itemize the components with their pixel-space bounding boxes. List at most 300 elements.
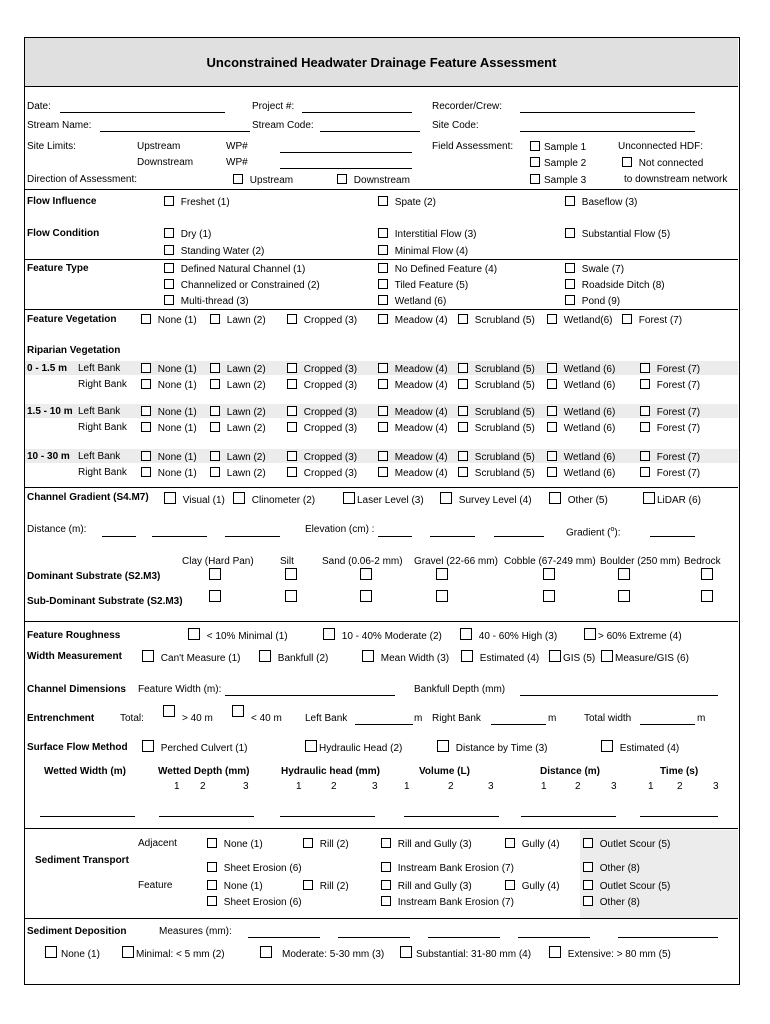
checkbox-icon[interactable] xyxy=(164,245,174,255)
not-connected[interactable]: Not connected xyxy=(622,157,703,170)
checkbox-icon[interactable] xyxy=(378,245,388,255)
checkbox-icon[interactable] xyxy=(458,406,468,416)
checkbox-icon[interactable] xyxy=(530,141,540,151)
riparian-opt-2-0-2[interactable]: Cropped (3) xyxy=(287,451,357,464)
checkbox-icon[interactable] xyxy=(381,862,391,872)
riparian-opt-0-0-5[interactable]: Wetland (6) xyxy=(547,363,615,376)
riparian-opt-1-1-6[interactable]: Forest (7) xyxy=(640,422,700,435)
flow-influence-label: Flow Influence xyxy=(27,196,97,207)
checkbox-icon[interactable] xyxy=(458,467,468,477)
opt-freshet[interactable]: Freshet (1) xyxy=(164,196,230,209)
checkbox-icon[interactable] xyxy=(287,406,297,416)
measure-field[interactable] xyxy=(404,816,499,817)
grad-laser[interactable]: Laser Level (3) xyxy=(343,492,424,507)
right-bank-field[interactable] xyxy=(491,724,546,725)
checkbox-icon[interactable] xyxy=(232,705,244,717)
measure-col-header: Volume (L) xyxy=(419,766,470,777)
sf-estimated[interactable]: Estimated (4) xyxy=(601,740,679,755)
adj-instream-bank[interactable]: Instream Bank Erosion (7) xyxy=(381,862,514,875)
checkbox-icon[interactable] xyxy=(530,174,540,184)
distance-field-2[interactable] xyxy=(152,536,207,537)
right-bank-label: Right Bank xyxy=(78,422,127,433)
checkbox-icon[interactable] xyxy=(207,862,217,872)
checkbox-icon[interactable] xyxy=(543,590,555,602)
rough-minimal[interactable]: < 10% Minimal (1) xyxy=(188,628,288,643)
checkbox-icon[interactable] xyxy=(285,568,297,580)
form-title: Unconstrained Headwater Drainage Feature Assessment xyxy=(206,55,557,70)
adj-rill-gully[interactable]: Rill and Gully (3) xyxy=(381,838,472,851)
dir-upstream[interactable]: Upstream xyxy=(233,174,293,187)
col-number: 2 xyxy=(331,781,337,792)
checkbox-icon[interactable] xyxy=(378,363,388,373)
opt-tiled[interactable]: Tiled Feature (5) xyxy=(378,279,468,292)
checkbox-icon[interactable] xyxy=(565,196,575,206)
checkbox-icon[interactable] xyxy=(547,379,557,389)
checkbox-icon[interactable] xyxy=(458,363,468,373)
substrate-col-header: Cobble (67-249 mm) xyxy=(504,556,596,567)
riparian-opt-1-1-4[interactable]: Scrubland (5) xyxy=(458,422,535,435)
checkbox-icon[interactable] xyxy=(640,363,650,373)
riparian-opt-2-0-1[interactable]: Lawn (2) xyxy=(210,451,266,464)
checkbox-icon[interactable] xyxy=(381,838,391,848)
checkbox-icon[interactable] xyxy=(618,568,630,580)
substrate-col-header: Gravel (22-66 mm) xyxy=(414,556,498,567)
measure-field-5[interactable] xyxy=(618,937,718,938)
riparian-opt-1-1-5[interactable]: Wetland (6) xyxy=(547,422,615,435)
feature-type-label: Feature Type xyxy=(27,263,89,274)
dir-downstream[interactable]: Downstream xyxy=(337,174,410,187)
riparian-opt-0-0-1[interactable]: Lawn (2) xyxy=(210,363,266,376)
recorder-field[interactable] xyxy=(520,112,695,113)
grad-clinometer[interactable]: Clinometer (2) xyxy=(233,492,315,507)
stream-name-label: Stream Name: xyxy=(27,120,92,131)
site-code-field[interactable] xyxy=(520,131,695,132)
checkbox-icon[interactable] xyxy=(210,467,220,477)
checkbox-icon[interactable] xyxy=(378,451,388,461)
checkbox-icon[interactable] xyxy=(601,740,613,752)
riparian-opt-2-1-5[interactable]: Wetland (6) xyxy=(547,467,615,480)
riparian-opt-0-1-0[interactable]: None (1) xyxy=(141,379,197,392)
opt-defined-channel[interactable]: Defined Natural Channel (1) xyxy=(164,263,305,276)
checkbox-icon[interactable] xyxy=(622,314,632,324)
checkbox-icon[interactable] xyxy=(640,406,650,416)
adj-outlet-scour[interactable]: Outlet Scour (5) xyxy=(583,838,670,851)
measure-field[interactable] xyxy=(280,816,375,817)
veg-meadow[interactable]: Meadow (4) xyxy=(378,314,448,327)
checkbox-icon[interactable] xyxy=(360,590,372,602)
checkbox-icon[interactable] xyxy=(287,379,297,389)
checkbox-icon[interactable] xyxy=(142,650,154,662)
sample-1[interactable]: Sample 1 xyxy=(530,141,586,154)
feat-other[interactable]: Other (8) xyxy=(583,896,640,909)
veg-cropped[interactable]: Cropped (3) xyxy=(287,314,357,327)
rough-moderate[interactable]: 10 - 40% Moderate (2) xyxy=(323,628,442,643)
checkbox-icon[interactable] xyxy=(381,880,391,890)
opt-minimal-flow[interactable]: Minimal Flow (4) xyxy=(378,245,468,258)
feat-rill[interactable]: Rill (2) xyxy=(303,880,349,893)
checkbox-icon[interactable] xyxy=(378,379,388,389)
checkbox-icon[interactable] xyxy=(378,467,388,477)
width-gis[interactable]: GIS (5) xyxy=(549,650,595,665)
sf-hydraulic[interactable]: Hydraulic Head (2) xyxy=(305,740,402,755)
checkbox-icon[interactable] xyxy=(640,379,650,389)
checkbox-icon[interactable] xyxy=(378,279,388,289)
checkbox-icon[interactable] xyxy=(549,946,561,958)
opt-swale[interactable]: Swale (7) xyxy=(565,263,624,276)
checkbox-icon[interactable] xyxy=(142,740,154,752)
grad-other[interactable]: Other (5) xyxy=(549,492,608,507)
checkbox-icon[interactable] xyxy=(141,363,151,373)
checkbox-icon[interactable] xyxy=(163,705,175,717)
checkbox-icon[interactable] xyxy=(188,628,200,640)
sf-distance-time[interactable]: Distance by Time (3) xyxy=(437,740,547,755)
checkbox-icon[interactable] xyxy=(360,568,372,580)
feat-gully[interactable]: Gully (4) xyxy=(505,880,560,893)
adj-rill[interactable]: Rill (2) xyxy=(303,838,349,851)
sample-2[interactable]: Sample 2 xyxy=(530,157,586,170)
riparian-opt-0-1-6[interactable]: Forest (7) xyxy=(640,379,700,392)
field-assessment-label: Field Assessment: xyxy=(432,141,514,152)
checkbox-icon[interactable] xyxy=(584,628,596,640)
project-field[interactable] xyxy=(302,112,412,113)
checkbox-icon[interactable] xyxy=(285,590,297,602)
opt-roadside-ditch[interactable]: Roadside Ditch (8) xyxy=(565,279,665,292)
checkbox-icon[interactable] xyxy=(400,946,412,958)
checkbox-icon[interactable] xyxy=(287,314,297,324)
adj-none[interactable]: None (1) xyxy=(207,838,263,851)
riparian-opt-0-1-4[interactable]: Scrubland (5) xyxy=(458,379,535,392)
stream-name-field[interactable] xyxy=(100,131,250,132)
opt-spate[interactable]: Spate (2) xyxy=(378,196,436,209)
checkbox-icon[interactable] xyxy=(583,880,593,890)
checkbox-icon[interactable] xyxy=(210,406,220,416)
measure-field-2[interactable] xyxy=(338,937,410,938)
width-estimated[interactable]: Estimated (4) xyxy=(461,650,539,665)
measure-field[interactable] xyxy=(159,816,254,817)
checkbox-icon[interactable] xyxy=(547,422,557,432)
riparian-opt-0-1-1[interactable]: Lawn (2) xyxy=(210,379,266,392)
checkbox-icon[interactable] xyxy=(436,568,448,580)
checkbox-icon[interactable] xyxy=(378,406,388,416)
checkbox-icon[interactable] xyxy=(287,422,297,432)
riparian-opt-2-0-0[interactable]: None (1) xyxy=(141,451,197,464)
width-mean[interactable]: Mean Width (3) xyxy=(362,650,449,665)
riparian-opt-1-0-0[interactable]: None (1) xyxy=(141,406,197,419)
opt-standing-water[interactable]: Standing Water (2) xyxy=(164,245,264,258)
checkbox-icon[interactable] xyxy=(547,363,557,373)
riparian-opt-1-0-6[interactable]: Forest (7) xyxy=(640,406,700,419)
rough-high[interactable]: 40 - 60% High (3) xyxy=(460,628,557,643)
checkbox-icon[interactable] xyxy=(305,740,317,752)
checkbox-icon[interactable] xyxy=(343,492,355,504)
checkbox-icon[interactable] xyxy=(458,379,468,389)
checkbox-icon[interactable] xyxy=(505,880,515,890)
width-cant-measure[interactable]: Can't Measure (1) xyxy=(142,650,241,665)
riparian-opt-1-1-3[interactable]: Meadow (4) xyxy=(378,422,448,435)
feature-vegetation-label: Feature Vegetation xyxy=(27,314,117,325)
opt-baseflow[interactable]: Baseflow (3) xyxy=(565,196,637,209)
grad-visual[interactable]: Visual (1) xyxy=(164,492,225,507)
checkbox-icon[interactable] xyxy=(505,838,515,848)
adj-sheet-erosion[interactable]: Sheet Erosion (6) xyxy=(207,862,302,875)
distance-label: Distance (m): xyxy=(27,524,87,535)
bankfull-depth-field[interactable] xyxy=(520,695,718,696)
rough-extreme[interactable]: > 60% Extreme (4) xyxy=(584,628,682,643)
checkbox-icon[interactable] xyxy=(303,880,313,890)
checkbox-icon[interactable] xyxy=(701,590,713,602)
riparian-opt-2-1-1[interactable]: Lawn (2) xyxy=(210,467,266,480)
checkbox-icon[interactable] xyxy=(362,650,374,662)
checkbox-icon[interactable] xyxy=(437,740,449,752)
total-width-field[interactable] xyxy=(640,724,695,725)
checkbox-icon[interactable] xyxy=(164,228,174,238)
riparian-opt-2-0-5[interactable]: Wetland (6) xyxy=(547,451,615,464)
checkbox-icon[interactable] xyxy=(547,314,557,324)
checkbox-icon[interactable] xyxy=(701,568,713,580)
adjacent-label: Adjacent xyxy=(138,838,177,849)
checkbox-icon[interactable] xyxy=(378,295,388,305)
col-number: 2 xyxy=(575,781,581,792)
checkbox-icon[interactable] xyxy=(640,422,650,432)
checkbox-icon[interactable] xyxy=(141,467,151,477)
opt-interstitial[interactable]: Interstitial Flow (3) xyxy=(378,228,476,241)
checkbox-icon[interactable] xyxy=(303,838,313,848)
subdominant-substrate-label: Sub-Dominant Substrate (S2.M3) xyxy=(27,596,183,607)
checkbox-icon[interactable] xyxy=(209,568,221,580)
checkbox-icon[interactable] xyxy=(287,451,297,461)
feat-rill-gully[interactable]: Rill and Gully (3) xyxy=(381,880,472,893)
checkbox-icon[interactable] xyxy=(543,568,555,580)
checkbox-icon[interactable] xyxy=(458,451,468,461)
veg-lawn[interactable]: Lawn (2) xyxy=(210,314,266,327)
checkbox-icon[interactable] xyxy=(141,406,151,416)
checkbox-icon[interactable] xyxy=(381,896,391,906)
checkbox-icon[interactable] xyxy=(323,628,335,640)
riparian-opt-1-0-1[interactable]: Lawn (2) xyxy=(210,406,266,419)
feat-instream-bank[interactable]: Instream Bank Erosion (7) xyxy=(381,896,514,909)
dep-minimal[interactable]: Minimal: < 5 mm (2) xyxy=(122,946,225,961)
riparian-opt-1-0-4[interactable]: Scrubland (5) xyxy=(458,406,535,419)
checkbox-icon[interactable] xyxy=(378,228,388,238)
riparian-opt-0-1-3[interactable]: Meadow (4) xyxy=(378,379,448,392)
checkbox-icon[interactable] xyxy=(210,314,220,324)
left-bank-field[interactable] xyxy=(355,724,413,725)
checkbox-icon[interactable] xyxy=(210,379,220,389)
opt-channelized[interactable]: Channelized or Constrained (2) xyxy=(164,279,320,292)
checkbox-icon[interactable] xyxy=(458,314,468,324)
adj-gully[interactable]: Gully (4) xyxy=(505,838,560,851)
checkbox-icon[interactable] xyxy=(643,492,655,504)
riparian-opt-2-1-2[interactable]: Cropped (3) xyxy=(287,467,357,480)
stream-code-field[interactable] xyxy=(320,131,420,132)
adj-other[interactable]: Other (8) xyxy=(583,862,640,875)
checkbox-icon[interactable] xyxy=(210,363,220,373)
checkbox-icon[interactable] xyxy=(378,314,388,324)
opt-no-defined[interactable]: No Defined Feature (4) xyxy=(378,263,497,276)
checkbox-icon[interactable] xyxy=(141,451,151,461)
measure-field[interactable] xyxy=(521,816,616,817)
dep-substantial[interactable]: Substantial: 31-80 mm (4) xyxy=(400,946,531,961)
checkbox-icon[interactable] xyxy=(141,379,151,389)
checkbox-icon[interactable] xyxy=(618,590,630,602)
riparian-opt-2-0-4[interactable]: Scrubland (5) xyxy=(458,451,535,464)
checkbox-icon[interactable] xyxy=(141,314,151,324)
grad-lidar[interactable]: LiDAR (6) xyxy=(643,492,701,507)
feat-none[interactable]: None (1) xyxy=(207,880,263,893)
checkbox-icon[interactable] xyxy=(547,406,557,416)
measure-col-header: Distance (m) xyxy=(540,766,601,777)
measure-field-3[interactable] xyxy=(428,937,500,938)
sediment-deposition-label: Sediment Deposition xyxy=(27,926,127,937)
riparian-opt-1-1-0[interactable]: None (1) xyxy=(141,422,197,435)
feat-sheet-erosion[interactable]: Sheet Erosion (6) xyxy=(207,896,302,909)
checkbox-icon[interactable] xyxy=(287,363,297,373)
riparian-opt-0-1-5[interactable]: Wetland (6) xyxy=(547,379,615,392)
riparian-opt-0-0-4[interactable]: Scrubland (5) xyxy=(458,363,535,376)
riparian-opt-2-0-3[interactable]: Meadow (4) xyxy=(378,451,448,464)
veg-forest[interactable]: Forest (7) xyxy=(622,314,682,327)
surface-flow-label: Surface Flow Method xyxy=(27,742,128,753)
distance-field-1[interactable] xyxy=(102,536,136,537)
grad-survey[interactable]: Survey Level (4) xyxy=(440,492,532,507)
col-number: 3 xyxy=(488,781,494,792)
dep-moderate[interactable]: Moderate: 5-30 mm (3) xyxy=(260,946,384,961)
checkbox-icon[interactable] xyxy=(122,946,134,958)
gt40-label: > 40 m xyxy=(182,713,213,724)
checkbox-icon[interactable] xyxy=(259,650,271,662)
checkbox-icon[interactable] xyxy=(547,451,557,461)
riparian-opt-0-1-2[interactable]: Cropped (3) xyxy=(287,379,357,392)
checkbox-icon[interactable] xyxy=(260,946,272,958)
checkbox-icon[interactable] xyxy=(141,422,151,432)
checkbox-icon[interactable] xyxy=(583,896,593,906)
checkbox-icon[interactable] xyxy=(337,174,347,184)
right-bank-label: Right Bank xyxy=(432,713,481,724)
elevation-field-2[interactable] xyxy=(430,536,475,537)
veg-wetland[interactable]: Wetland(6) xyxy=(547,314,613,327)
wp-downstream-field[interactable] xyxy=(280,168,412,169)
riparian-opt-0-0-3[interactable]: Meadow (4) xyxy=(378,363,448,376)
riparian-opt-0-0-0[interactable]: None (1) xyxy=(141,363,197,376)
riparian-opt-1-0-3[interactable]: Meadow (4) xyxy=(378,406,448,419)
checkbox-icon[interactable] xyxy=(207,838,217,848)
opt-multithread[interactable]: Multi-thread (3) xyxy=(164,295,249,308)
opt-wetland[interactable]: Wetland (6) xyxy=(378,295,446,308)
measure-field-1[interactable] xyxy=(248,937,320,938)
divider xyxy=(25,189,738,190)
checkbox-icon[interactable] xyxy=(164,492,176,504)
riparian-opt-1-1-2[interactable]: Cropped (3) xyxy=(287,422,357,435)
col-number: 1 xyxy=(541,781,547,792)
feature-width-field[interactable] xyxy=(225,695,395,696)
checkbox-icon[interactable] xyxy=(565,263,575,273)
checkbox-icon[interactable] xyxy=(378,422,388,432)
checkbox-icon[interactable] xyxy=(622,157,632,167)
checkbox-icon[interactable] xyxy=(233,492,245,504)
checkbox-icon[interactable] xyxy=(207,880,217,890)
riparian-opt-2-0-6[interactable]: Forest (7) xyxy=(640,451,700,464)
checkbox-icon[interactable] xyxy=(287,467,297,477)
checkbox-icon[interactable] xyxy=(458,422,468,432)
riparian-opt-0-0-6[interactable]: Forest (7) xyxy=(640,363,700,376)
checkbox-icon[interactable] xyxy=(164,295,174,305)
measure-field[interactable] xyxy=(640,816,718,817)
riparian-opt-2-1-6[interactable]: Forest (7) xyxy=(640,467,700,480)
opt-substantial-flow[interactable]: Substantial Flow (5) xyxy=(565,228,670,241)
opt-pond[interactable]: Pond (9) xyxy=(565,295,620,308)
measure-field[interactable] xyxy=(40,816,135,817)
sample-3[interactable]: Sample 3 xyxy=(530,174,586,187)
checkbox-icon[interactable] xyxy=(207,896,217,906)
col-number: 2 xyxy=(677,781,683,792)
checkbox-icon[interactable] xyxy=(45,946,57,958)
riparian-opt-2-1-3[interactable]: Meadow (4) xyxy=(378,467,448,480)
distance-field-3[interactable] xyxy=(225,536,280,537)
checkbox-icon[interactable] xyxy=(210,422,220,432)
checkbox-icon[interactable] xyxy=(565,295,575,305)
checkbox-icon[interactable] xyxy=(601,650,613,662)
elevation-field-3[interactable] xyxy=(494,536,544,537)
checkbox-icon[interactable] xyxy=(164,263,174,273)
wp-upstream-field[interactable] xyxy=(280,152,412,153)
checkbox-icon[interactable] xyxy=(460,628,472,640)
checkbox-icon[interactable] xyxy=(549,492,561,504)
elevation-field-1[interactable] xyxy=(378,536,412,537)
checkbox-icon[interactable] xyxy=(164,279,174,289)
checkbox-icon[interactable] xyxy=(164,196,174,206)
riparian-opt-1-0-5[interactable]: Wetland (6) xyxy=(547,406,615,419)
checkbox-icon[interactable] xyxy=(461,650,473,662)
dominant-substrate-label: Dominant Substrate (S2.M3) xyxy=(27,571,161,582)
checkbox-icon[interactable] xyxy=(565,279,575,289)
checkbox-icon[interactable] xyxy=(378,196,388,206)
checkbox-icon[interactable] xyxy=(549,650,561,662)
band-label: 10 - 30 m xyxy=(27,451,70,462)
checkbox-icon[interactable] xyxy=(565,228,575,238)
riparian-opt-2-1-4[interactable]: Scrubland (5) xyxy=(458,467,535,480)
riparian-opt-1-0-2[interactable]: Cropped (3) xyxy=(287,406,357,419)
width-bankfull[interactable]: Bankfull (2) xyxy=(259,650,328,665)
checkbox-icon[interactable] xyxy=(640,451,650,461)
checkbox-icon[interactable] xyxy=(233,174,243,184)
riparian-opt-2-1-0[interactable]: None (1) xyxy=(141,467,197,480)
checkbox-icon[interactable] xyxy=(436,590,448,602)
divider xyxy=(25,918,738,919)
veg-scrubland[interactable]: Scrubland (5) xyxy=(458,314,535,327)
width-measure-gis[interactable]: Measure/GIS (6) xyxy=(601,650,689,665)
riparian-opt-0-0-2[interactable]: Cropped (3) xyxy=(287,363,357,376)
checkbox-icon[interactable] xyxy=(583,838,593,848)
dep-none[interactable]: None (1) xyxy=(45,946,100,961)
opt-dry[interactable]: Dry (1) xyxy=(164,228,211,241)
feat-outlet-scour[interactable]: Outlet Scour (5) xyxy=(583,880,670,893)
sf-perched[interactable]: Perched Culvert (1) xyxy=(142,740,247,755)
veg-none[interactable]: None (1) xyxy=(141,314,197,327)
measure-field-4[interactable] xyxy=(518,937,590,938)
checkbox-icon[interactable] xyxy=(547,467,557,477)
date-field[interactable] xyxy=(60,112,225,113)
checkbox-icon[interactable] xyxy=(209,590,221,602)
checkbox-icon[interactable] xyxy=(378,263,388,273)
checkbox-icon[interactable] xyxy=(210,451,220,461)
checkbox-icon[interactable] xyxy=(583,862,593,872)
checkbox-icon[interactable] xyxy=(640,467,650,477)
riparian-opt-1-1-1[interactable]: Lawn (2) xyxy=(210,422,266,435)
dep-extensive[interactable]: Extensive: > 80 mm (5) xyxy=(549,946,671,961)
checkbox-icon[interactable] xyxy=(530,157,540,167)
checkbox-icon[interactable] xyxy=(440,492,452,504)
gradient-field[interactable] xyxy=(650,536,695,537)
